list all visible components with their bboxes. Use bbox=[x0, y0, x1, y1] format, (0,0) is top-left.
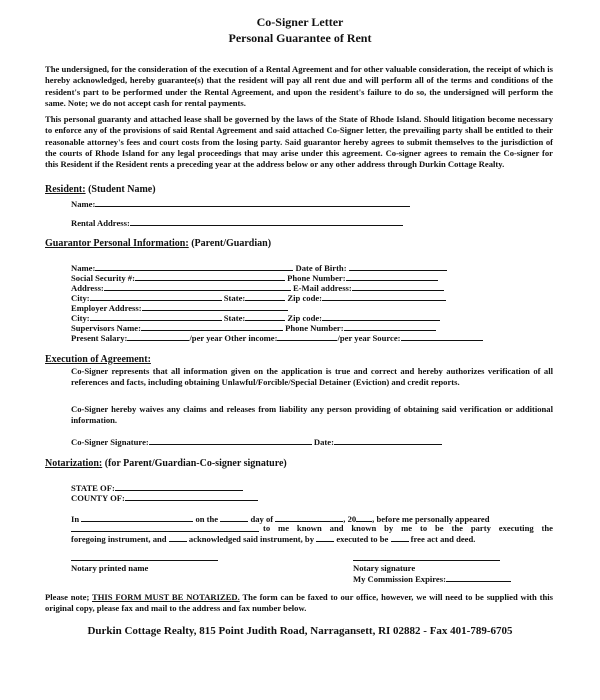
label: Name: bbox=[71, 199, 96, 209]
resident-heading-suffix: (Student Name) bbox=[85, 184, 156, 195]
label: , before me personally appeared bbox=[372, 514, 490, 524]
commission-row bbox=[353, 573, 511, 584]
employer-zip-input[interactable] bbox=[322, 312, 440, 321]
label: Zip code: bbox=[287, 313, 323, 323]
notary-name-line[interactable] bbox=[71, 560, 218, 561]
label: State: bbox=[223, 293, 246, 303]
cosigner-signature-row bbox=[71, 436, 442, 447]
notary-printed-name-label: Notary printed name bbox=[71, 563, 149, 573]
label: acknowledged said instrument, by bbox=[188, 534, 314, 544]
label: Rental Address: bbox=[71, 218, 130, 228]
label: My Commission Expires: bbox=[353, 574, 446, 584]
notary-signature-line[interactable] bbox=[353, 560, 500, 561]
execution-text-1: Co-Signer represents that all information given on the application is true and correct and hereby authorizes verification of all references and facts, including obtaining Unlawful/Forcible/Special Detainer (Eviction) and credit reports. bbox=[71, 366, 553, 388]
document-subtitle: Personal Guarantee of Rent bbox=[228, 31, 372, 45]
date-input[interactable] bbox=[334, 436, 442, 445]
label: E-Mail address: bbox=[292, 283, 352, 293]
label: free act and deed. bbox=[410, 534, 476, 544]
label: City: bbox=[71, 313, 90, 323]
dob-input[interactable] bbox=[349, 262, 447, 271]
guarantor-heading-label: Guarantor Personal Information: bbox=[45, 238, 189, 249]
label: Social Security #: bbox=[71, 273, 135, 283]
address-input[interactable] bbox=[104, 282, 291, 291]
state-of-input[interactable] bbox=[115, 482, 243, 491]
guarantor-name-input[interactable] bbox=[95, 262, 293, 271]
label: State: bbox=[223, 313, 246, 323]
label: on the bbox=[195, 514, 219, 524]
resident-heading-label: Resident: bbox=[45, 184, 86, 195]
employer-address-input[interactable] bbox=[142, 302, 288, 311]
label: COUNTY OF: bbox=[71, 493, 125, 503]
guarantor-heading bbox=[45, 239, 271, 249]
notarize-emphasis: THIS FORM MUST BE NOTARIZED. bbox=[92, 592, 240, 602]
phone-input[interactable] bbox=[346, 272, 438, 281]
label: Supervisors Name: bbox=[71, 323, 141, 333]
employer-city-input[interactable] bbox=[90, 312, 222, 321]
label: Please note; bbox=[45, 592, 93, 602]
footer-address: Durkin Cottage Realty, 815 Point Judith Road, Narragansett, RI 02882 - Fax 401-789-6705 bbox=[87, 625, 513, 637]
city-input[interactable] bbox=[90, 292, 222, 301]
intro-paragraph-1: The undersigned, for the consideration of the execution of a Rental Agreement and for other valuable consideration, the receipt of which is hereby acknowledged, hereby guarantee(s) that the resident will pay all rent due and will perform all of the terms and conditions of the resident's part to be performed under the Rental Agreement, and upon the resident's failure to do so, the undersigned will perform the same. Note; we do not accept cash for rental payments. bbox=[45, 64, 553, 108]
label: Other income: bbox=[224, 333, 278, 343]
resident-heading bbox=[45, 185, 156, 195]
label: Date: bbox=[313, 437, 334, 447]
label: executed to be bbox=[336, 534, 389, 544]
county-of-row bbox=[71, 492, 258, 503]
supervisor-input[interactable] bbox=[141, 322, 283, 331]
notarization-heading-suffix: (for Parent/Guardian-Co-signer signature) bbox=[102, 458, 287, 469]
notary-text-line-2 bbox=[71, 523, 553, 533]
year-input[interactable] bbox=[356, 513, 372, 522]
source-input[interactable] bbox=[401, 332, 483, 341]
notarization-heading-label: Notarization: bbox=[45, 458, 103, 469]
other-income-input[interactable] bbox=[277, 332, 337, 341]
label: Source: bbox=[372, 333, 401, 343]
supervisor-phone-input[interactable] bbox=[344, 322, 436, 331]
label: Zip code: bbox=[287, 293, 323, 303]
resident-name-field[interactable] bbox=[71, 198, 410, 209]
day-input[interactable] bbox=[220, 513, 248, 522]
execution-text-2: Co-Signer hereby waives any claims and releases from liability any person providing of obtaining said verification or additional information. bbox=[71, 404, 553, 426]
email-input[interactable] bbox=[352, 282, 444, 291]
label: Present Salary: bbox=[71, 333, 128, 343]
notary-text-line-3 bbox=[71, 533, 475, 544]
execution-heading: Execution of Agreement: bbox=[45, 354, 151, 365]
notarization-heading bbox=[45, 459, 287, 469]
document-title: Co-Signer Letter bbox=[256, 15, 344, 29]
label: day of bbox=[250, 514, 274, 524]
label: Phone Number: bbox=[287, 273, 346, 283]
blank-input[interactable] bbox=[169, 533, 187, 542]
label: The form can be faxed to our office, however, we will need to be supplied with this original copy, please fax and mail to the address and fax number below. bbox=[45, 592, 553, 614]
label: Name: bbox=[71, 263, 96, 273]
salary-input[interactable] bbox=[127, 332, 189, 341]
guarantor-row bbox=[71, 332, 483, 343]
guarantor-heading-suffix: (Parent/Guardian) bbox=[188, 238, 272, 249]
label: /per year bbox=[337, 333, 371, 343]
appeared-name-input[interactable] bbox=[71, 523, 259, 532]
label: Employer Address: bbox=[71, 303, 142, 313]
label: , 20 bbox=[343, 514, 357, 524]
rental-address-field[interactable] bbox=[71, 217, 403, 228]
rental-address-input[interactable] bbox=[130, 217, 403, 226]
county-of-input[interactable] bbox=[125, 492, 258, 501]
label: STATE OF: bbox=[71, 483, 115, 493]
label: Address: bbox=[71, 283, 104, 293]
notary-signature-label: Notary signature bbox=[353, 563, 416, 573]
blank-input[interactable] bbox=[391, 533, 409, 542]
in-input[interactable] bbox=[81, 513, 193, 522]
state-input[interactable] bbox=[245, 292, 285, 301]
month-input[interactable] bbox=[275, 513, 343, 522]
label: Phone Number: bbox=[285, 323, 344, 333]
label: foregoing instrument, and bbox=[71, 534, 167, 544]
label: to me known and known by me to be the party executing the bbox=[263, 523, 553, 533]
notarize-note bbox=[45, 592, 553, 615]
ssn-input[interactable] bbox=[135, 272, 285, 281]
label: In bbox=[71, 514, 80, 524]
blank-input[interactable] bbox=[316, 533, 334, 542]
label: Co-Signer Signature: bbox=[71, 437, 149, 447]
cosigner-signature-input[interactable] bbox=[149, 436, 312, 445]
zip-input[interactable] bbox=[322, 292, 446, 301]
intro-paragraph-2: This personal guaranty and attached lease shall be governed by the laws of the State of Rhode Island. Should litigation become necessary to enforce any of the provisions of said Rental Agreement and said attached Co-Signer letter, the prevailing party shall be entitled to their reasonable attorney's fees and court costs from the losing party. Said guarantor hereby agrees to submit themselves to the jurisdiction of the courts of Rhode Island for any legal proceedings that may arise under this agreement. Co-signer agrees to remain the Co-signer for this Resident if the Resident rents a preceding year at the address below or any other address through Durkin Cottage Realty. bbox=[45, 114, 553, 170]
label: Date of Birth: bbox=[295, 263, 347, 273]
commission-input[interactable] bbox=[446, 573, 511, 582]
label: /per year bbox=[189, 333, 223, 343]
employer-state-input[interactable] bbox=[245, 312, 285, 321]
resident-name-input[interactable] bbox=[95, 198, 410, 207]
label: City: bbox=[71, 293, 90, 303]
